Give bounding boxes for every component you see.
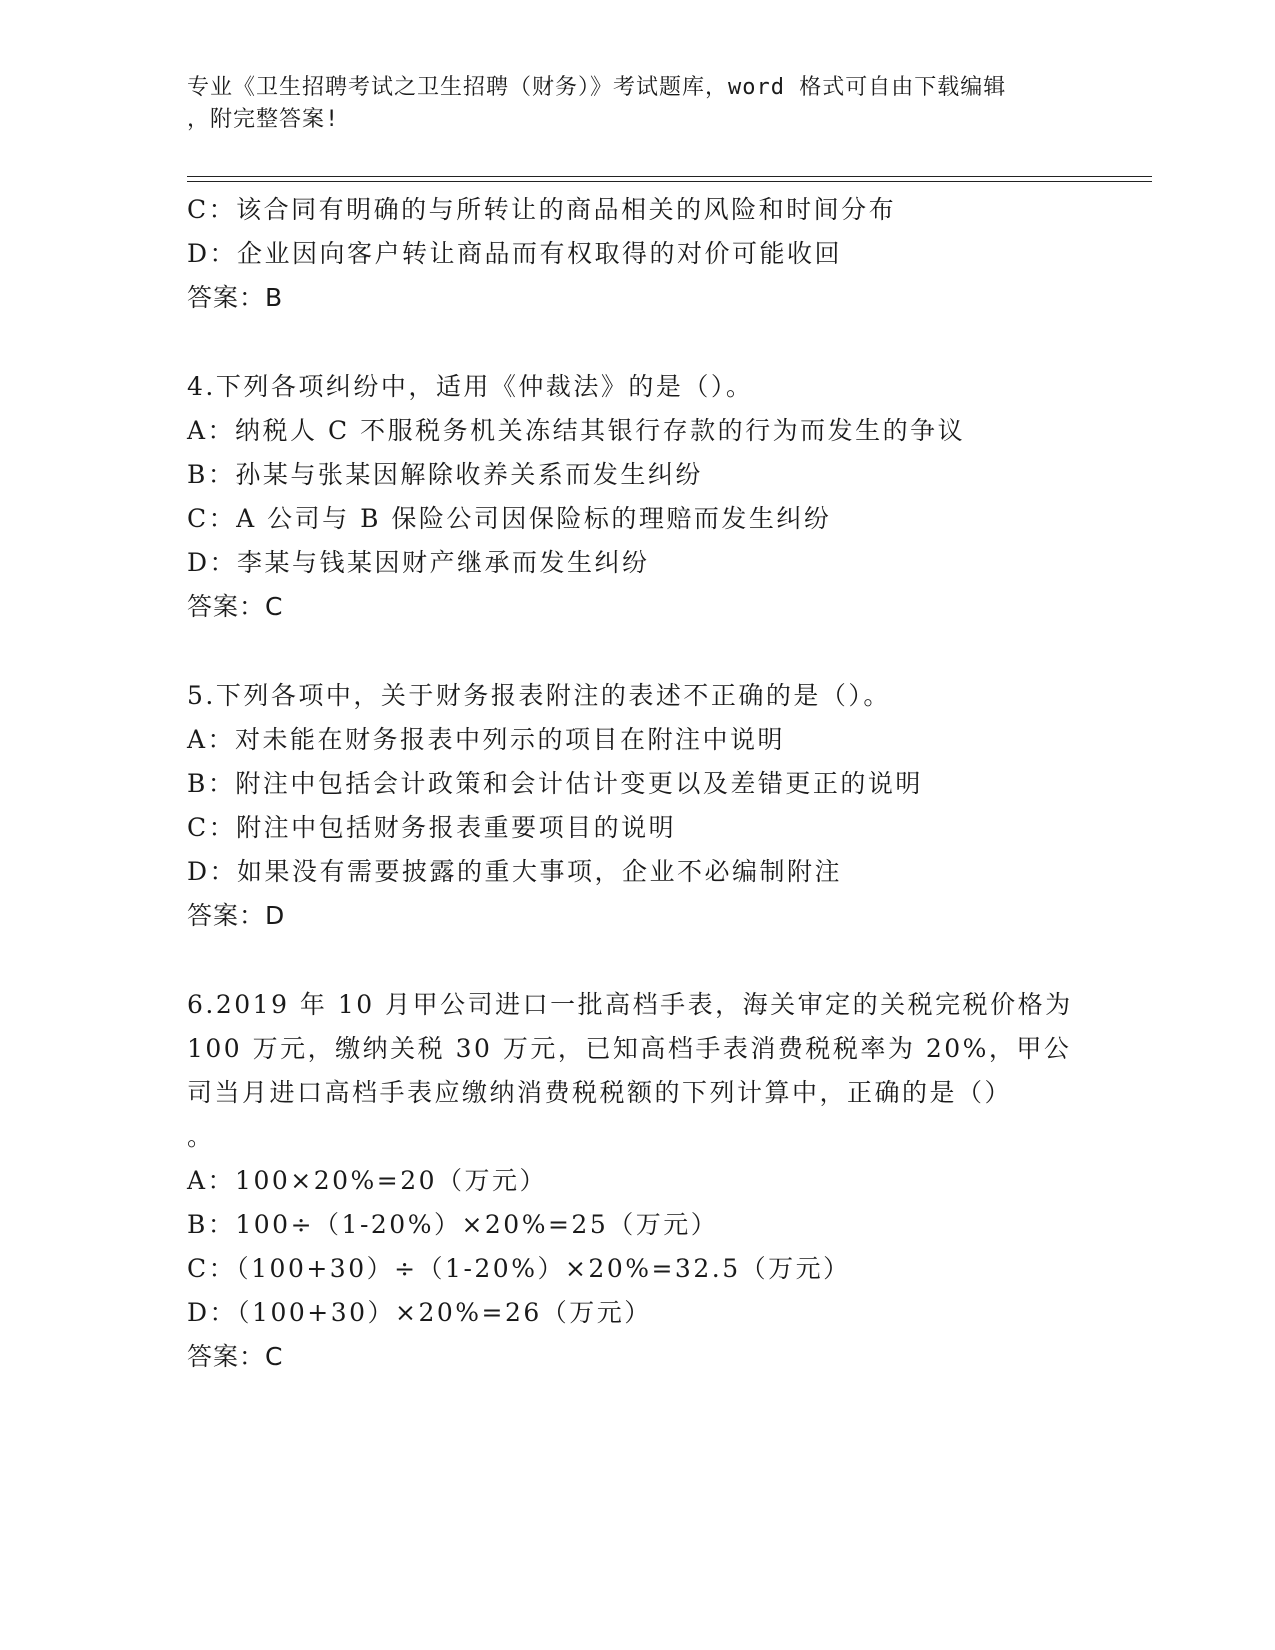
q5-option-b: B：附注中包括会计政策和会计估计变更以及差错更正的说明: [187, 769, 923, 798]
q4-answer: 答案：C: [187, 592, 284, 621]
q6-answer: 答案：C: [187, 1342, 284, 1371]
q4-option-b: B：孙某与张某因解除收养关系而发生纠纷: [187, 460, 703, 489]
header-rule-top: [187, 176, 1152, 177]
header-rule-bottom: [187, 181, 1152, 182]
q6-stem-line-4: 。: [187, 1122, 215, 1151]
q4-stem: 4.下列各项纠纷中，适用《仲裁法》的是（）。: [187, 372, 754, 401]
header-line-2: ，附完整答案!: [187, 107, 340, 132]
q3-answer: 答案：B: [187, 283, 284, 312]
q4-option-a: A：纳税人 C 不服税务机关冻结其银行存款的行为而发生的争议: [187, 416, 966, 445]
header-line-1: 专业《卫生招聘考试之卫生招聘（财务）》考试题库，word 格式可自由下载编辑: [187, 75, 1007, 100]
q6-option-b: B：100÷（1-20%）×20%=25（万元）: [187, 1210, 719, 1239]
q6-stem-line-2: 100 万元，缴纳关税 30 万元，已知高档手表消费税税率为 20%，甲公: [187, 1034, 1072, 1063]
q6-option-d: D：（100+30）×20%=26（万元）: [187, 1298, 652, 1327]
q6-stem-line-3: 司当月进口高档手表应缴纳消费税税额的下列计算中，正确的是（）: [187, 1078, 1013, 1107]
document-header: [187, 72, 1067, 136]
q3-option-d: D：企业因向客户转让商品而有权取得的对价可能收回: [187, 239, 843, 268]
q6-stem-line-1: 6.2019 年 10 月甲公司进口一批高档手表，海关审定的关税完税价格为: [187, 990, 1073, 1019]
q5-option-a: A：对未能在财务报表中列示的项目在附注中说明: [187, 725, 786, 754]
q4-option-d: D：李某与钱某因财产继承而发生纠纷: [187, 548, 650, 577]
q4-option-c: C：A 公司与 B 保险公司因保险标的理赔而发生纠纷: [187, 504, 832, 533]
q6-option-c: C：（100+30）÷（1-20%）×20%=32.5（万元）: [187, 1254, 851, 1283]
q3-option-c: C：该合同有明确的与所转让的商品相关的风险和时间分布: [187, 195, 897, 224]
q5-stem: 5.下列各项中，关于财务报表附注的表述不正确的是（）。: [187, 681, 891, 710]
q5-option-c: C：附注中包括财务报表重要项目的说明: [187, 813, 677, 842]
q5-option-d: D：如果没有需要披露的重大事项，企业不必编制附注: [187, 857, 843, 886]
q6-option-a: A：100×20%=20（万元）: [187, 1166, 548, 1195]
q5-answer: 答案：D: [187, 901, 286, 930]
